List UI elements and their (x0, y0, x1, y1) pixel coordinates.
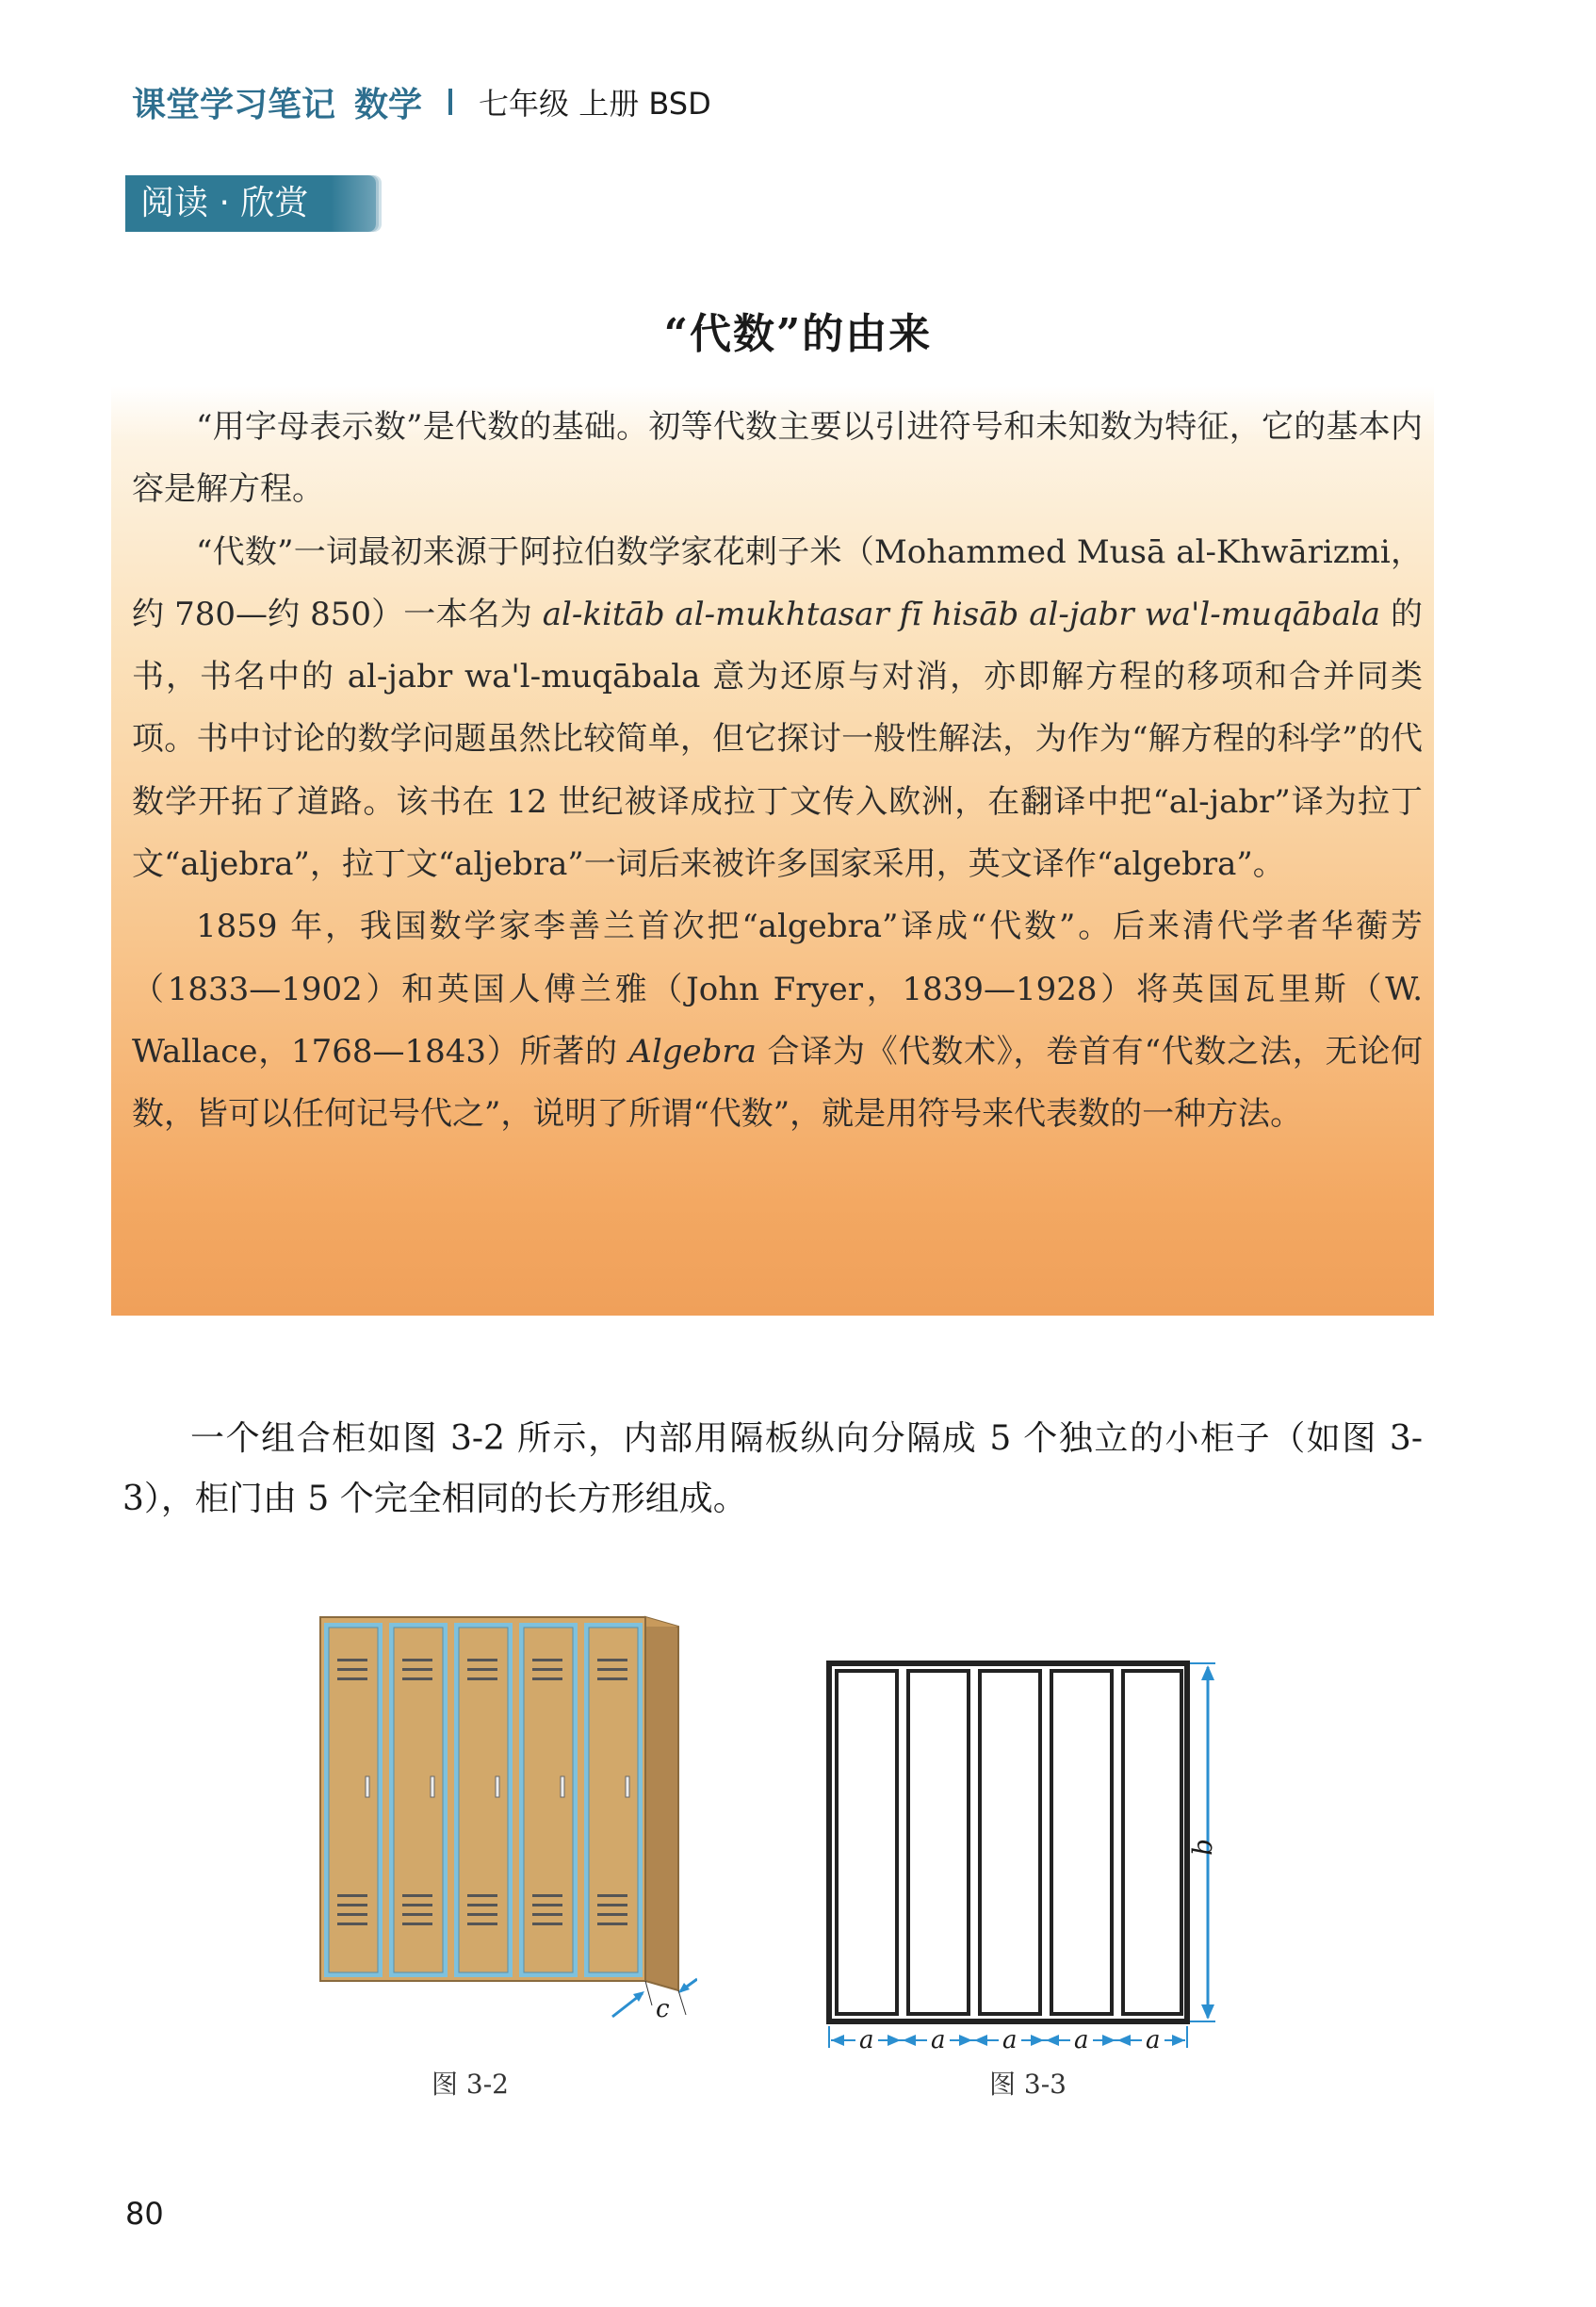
cabinet-door (519, 1623, 578, 1977)
cabinet-door (584, 1623, 643, 1977)
cabinet-door (454, 1623, 513, 1977)
depth-dimension (612, 1979, 697, 2023)
algebra-italic: Algebra (628, 1032, 757, 1071)
book-grade: 七年级 上册 BSD (479, 86, 711, 122)
problem-text: 一个组合柜如图 3-2 所示，内部用隔板纵向分隔成 5 个独立的小柜子（如图 3-3），柜门由 5 个完全相同的长方形组成。 (122, 1419, 1423, 1518)
cabinet-door (324, 1623, 383, 1977)
page-number: 80 (125, 2196, 164, 2232)
label-a: a (1146, 2026, 1161, 2050)
height-dimension (1187, 1663, 1218, 2021)
cabinet-side (645, 1617, 678, 1990)
page-header (132, 74, 711, 130)
door-rectangles (837, 1671, 1181, 2014)
p2-text-a: “代数”一词最初来源于阿拉伯数学家花剌子米（Mohammed Musā al-Khwārizmi，约 780—约 850）一本名为 (132, 532, 1423, 633)
article-body (132, 396, 1423, 1146)
book-subject: 数学 (354, 85, 423, 124)
label-c: c (656, 1995, 670, 2023)
p3-text-a: 1859 年，我国数学家李善兰首次把“algebra”译成“代数”。后来清代学者华蘅芳（1833—1902）和英国人傅兰雅（John Fryer，1839—1928）将英国瓦里斯（W. Wallace，1768—1843）所著的 (132, 908, 1423, 1071)
p3-text-b: 合译为《代数术》，卷首有“代数之法，无论何数，皆可以任何记号代之”，说明了所谓“代数”，就是用符号来代表数的一种方法。 (132, 1032, 1423, 1134)
book-series-title: 课堂学习笔记 (132, 85, 336, 124)
cabinet-doors (324, 1623, 643, 1977)
article-paragraph-2 (132, 521, 1423, 896)
section-tag: 阅读 · 欣赏 (125, 175, 376, 232)
label-a: a (1002, 2026, 1018, 2050)
p2-text-b: 的书，书名中的 al-jabr wa'l-muqābala 意为还原与对消，亦即解方程的移项和合并同类项。书中讨论的数学问题虽然比较简单，但它探讨一般性解法，为作为“解方程的科学”的代数学开拓了道路。该书在 12 世纪被译成拉丁文传入欧洲，在翻译中把“al-jabr”译为拉丁文“aljebra”，拉丁文“aljebra”一词后来被许多国家采用，英文译作“algebra”。 (132, 595, 1423, 884)
label-a: a (859, 2026, 874, 2050)
front-view-diagram (820, 1654, 1234, 2050)
book-title-italic: al-kitāb al-mukhtasar fī hisāb al-jabr wa'l-muqābala (542, 595, 1381, 633)
width-dimensions (829, 2026, 1187, 2050)
problem-statement (122, 1409, 1423, 1530)
header-divider (448, 89, 452, 115)
label-b: b (1187, 1839, 1218, 1856)
label-a: a (1074, 2026, 1089, 2050)
figure-caption-3-3: 图 3-3 (989, 2069, 1067, 2100)
article-paragraph-1: “用字母表示数”是代数的基础。初等代数主要以引进符号和未知数为特征，它的基本内容是解方程。 (132, 408, 1423, 509)
cabinet-figure (301, 1602, 697, 2045)
article-paragraph-3 (132, 895, 1423, 1145)
article-title: “代数”的由来 (663, 310, 933, 358)
cabinet-door (389, 1623, 448, 1977)
figure-caption-3-2: 图 3-2 (432, 2069, 509, 2100)
label-a: a (931, 2026, 946, 2050)
